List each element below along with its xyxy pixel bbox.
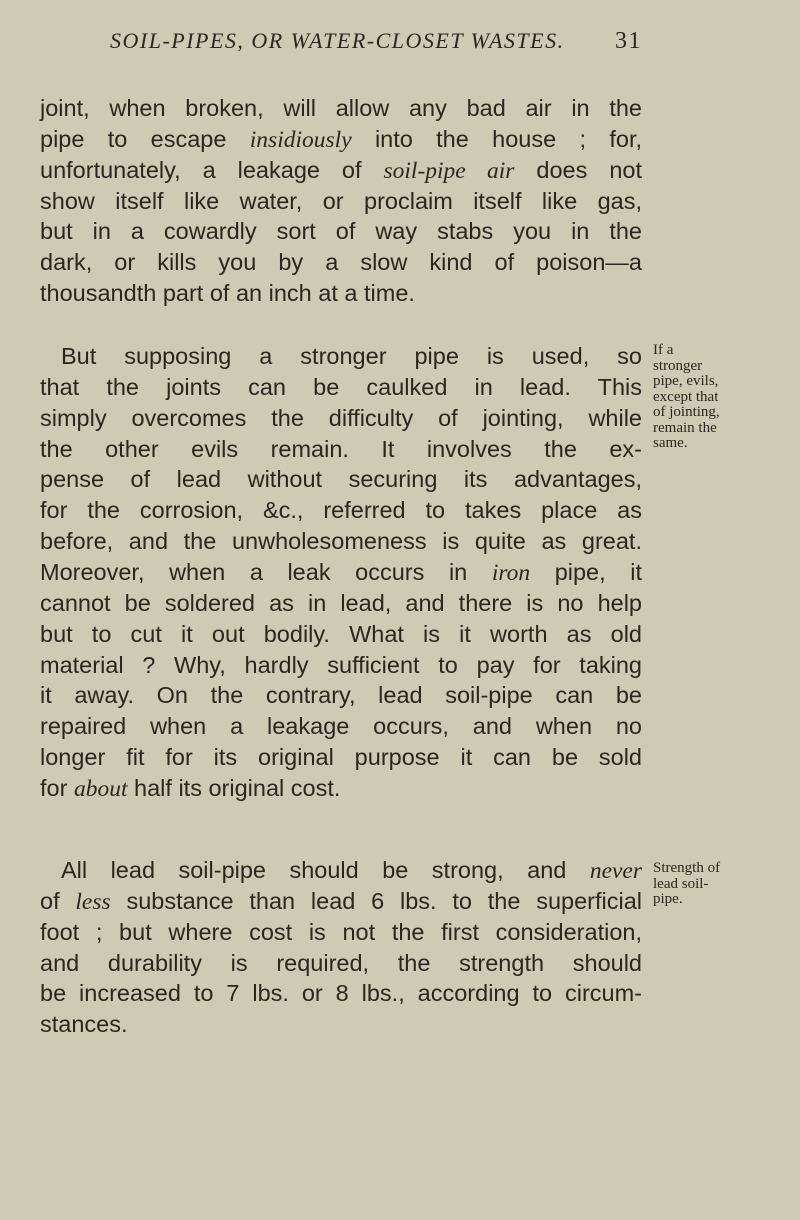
text-line [40,495,642,525]
text-run: dark, or kills you by a slow kind of poison—a [40,249,642,276]
text-line [40,124,642,154]
text-run: does not [514,156,642,183]
text-run: and durability is required, the strength should [40,949,642,976]
text-line [40,948,642,978]
text-run: But supposing a stronger pipe is used, so [61,343,642,369]
text-line [40,278,642,308]
emphasis-text: never [589,858,642,884]
text-run: be increased to 7 lbs. or 8 lbs., according to circum- [40,980,642,1007]
text-run: cannot be soldered as in lead, and there is no help [40,589,642,616]
running-header [110,28,642,54]
emphasis-text: insidiously [249,126,352,153]
text-line [40,978,642,1008]
text-run: longer fit for its original purpose it can be sold [40,744,642,771]
text-run: Moreover, when a leak occurs in [40,558,492,585]
text-line [40,186,642,216]
sidenote-line: except that [653,388,719,405]
text-line [40,650,642,680]
text-run: before, and the unwholesomeness is quite as great. [40,528,642,555]
text-line [40,917,642,947]
text-line [40,619,642,649]
text-run: substance than lead 6 lbs. to the superficial [110,887,642,914]
text-line [40,372,642,402]
emphasis-text: less [75,888,111,915]
sidenote-line: stronger [653,357,703,374]
text-line [40,1009,642,1039]
page-number: 31 [615,28,642,54]
sidenote-line: If a [653,342,674,358]
sidenote-line: lead soil- [653,875,709,892]
text-run: for the corrosion, &c., referred to takes place as [40,497,642,524]
sidenote-line: pipe, evils, [653,373,719,389]
text-line [40,557,642,587]
text-run: it away. On the contrary, lead soil-pipe can be [40,682,642,709]
text-run: unfortunately, a leakage of [40,156,384,183]
text-run: that the joints can be caulked in lead. This [40,373,642,400]
text-run: show itself like water, or proclaim itself like gas, [40,187,642,214]
text-run: pipe to escape [40,125,250,152]
text-line [40,886,642,916]
text-line [40,742,642,772]
text-line [40,216,642,246]
text-line [40,773,642,803]
text-run: simply overcomes the difficulty of jointing, while [40,404,642,431]
sidenote-line: of jointing, [653,404,720,420]
text-run: All lead soil-pipe should be strong, and [61,857,590,883]
text-line [40,341,642,371]
sidenote-line: pipe. [653,891,683,907]
text-run: but in a cowardly sort of way stabs you in the [40,218,642,245]
text-line [40,403,642,433]
text-run: foot ; but where cost is not the first consideration, [40,918,642,945]
text-run: of [40,887,76,914]
text-run: into the house ; for, [351,125,642,152]
text-line [40,93,642,123]
emphasis-text: iron [491,559,531,586]
text-run: pense of lead without securing its advantages, [40,466,642,493]
text-line [40,855,642,885]
sidenote-line: same. [653,435,688,451]
text-run: the other evils remain. It involves the ex- [40,435,642,462]
text-line [40,434,642,464]
emphasis-text: about [73,775,128,802]
header-title: SOIL-PIPES, OR WATER-CLOSET WASTES. [110,28,565,53]
sidenote-line: Strength of [653,860,721,876]
text-run: joint, when broken, will allow any bad air in the [40,95,642,121]
emphasis-text: soil-pipe air [383,157,515,184]
text-line [40,464,642,494]
text-run: repaired when a leakage occurs, and when no [40,713,642,740]
text-run: material ? Why, hardly sufficient to pay for taking [40,651,642,678]
text-line [40,711,642,741]
text-run: stances. [40,1011,128,1038]
text-run: for [40,774,74,801]
text-line [40,588,642,618]
text-line [40,155,642,185]
text-line [40,680,642,710]
text-line [40,247,642,277]
text-run: thousandth part of an inch at a time. [40,280,415,307]
sidenote-line: remain the [653,419,717,436]
text-run: but to cut it out bodily. What is it worth as old [40,620,642,647]
text-run: half its original cost. [127,774,341,801]
text-line [40,526,642,556]
text-run: pipe, it [530,558,642,585]
